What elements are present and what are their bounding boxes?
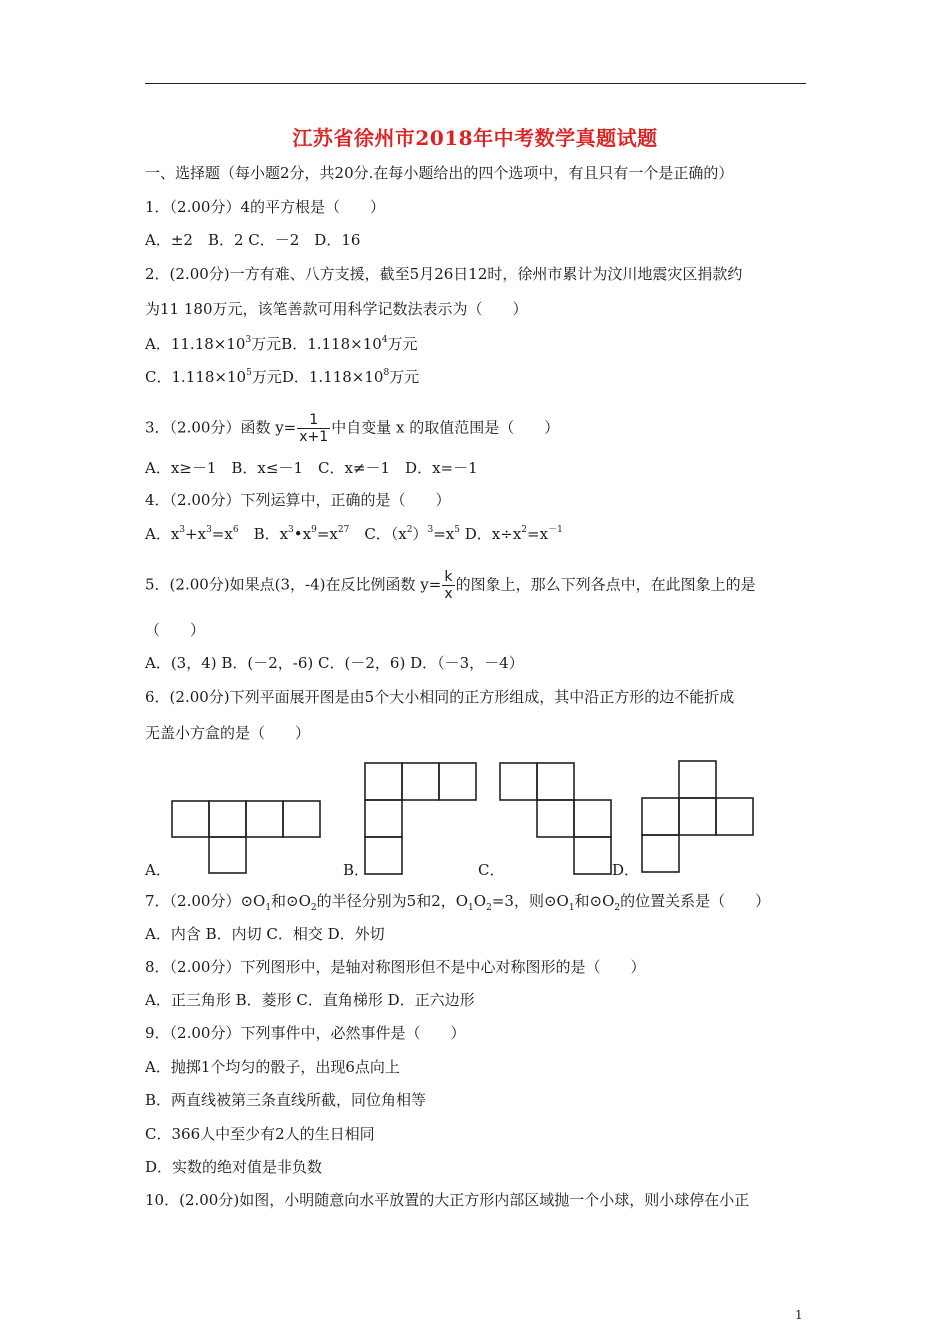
q2-optD-exp: 8 (383, 368, 390, 378)
q2-optA-exp: 3 (245, 335, 252, 345)
page-number: 1 (795, 1308, 803, 1322)
header-rule (145, 83, 806, 84)
net-b (365, 763, 476, 874)
q4-b-4: 9 (311, 525, 317, 535)
q3-options: A．x≥－1 B．x≤－1 C．x≠－1 D．x=－1 (145, 459, 478, 477)
q4-c-1: C．（x (349, 525, 407, 543)
q3-frac-denominator: x+1 (299, 429, 329, 445)
q2-optC-text: C．1.118×10 (145, 368, 247, 386)
q7-s11: 和⊙O (574, 892, 615, 910)
q2-optB-unit: 万元 (387, 335, 418, 353)
q8-options: A．正三角形 B．菱形 C．直角梯形 D．正六边形 (145, 991, 475, 1009)
q2-stem-line1: 2．(2.00分)一方有难、八方支援，截至5月26日12时，徐州市累计为汶川地震灾区捐款约 (145, 265, 743, 283)
q4-c-2: 2 (406, 525, 413, 535)
q2-optD-text: 万元D．1.118×10 (251, 368, 384, 386)
q4-d-2: 2 (521, 525, 528, 535)
q4-a-4: 3 (206, 525, 212, 535)
q3-stem-post: 中自变量 x 的取值范围是（ ） (331, 418, 560, 437)
q4-b-5: =x (316, 525, 338, 543)
q2-optD-unit: 万元 (389, 368, 420, 386)
q5-stem-post: 的图象上，那么下列各点中，在此图象上的是 (455, 575, 756, 594)
net-b-label: B． (343, 861, 370, 879)
net-a-label: A． (145, 861, 171, 879)
q7-s13: 的位置关系是（ ） (620, 892, 771, 910)
q7-s1: 7．（2.00分）⊙O (145, 892, 266, 910)
q6-stem-line1: 6．(2.00分)下列平面展开图是由5个大小相同的正方形组成，其中沿正方形的边不能折成 (145, 688, 735, 706)
q5-fraction (442, 569, 454, 602)
q2-options-ab (145, 334, 418, 354)
q2-optB-exp: 4 (381, 335, 388, 345)
page-title: 江苏省徐州市2018年中考数学真题试题 (292, 126, 658, 150)
q9-option-c: C．366人中至少有2人的生日相同 (145, 1125, 375, 1143)
q4-a-2: 3 (179, 525, 186, 535)
q4-b-2: 3 (288, 525, 294, 535)
q7-stem (145, 891, 770, 911)
q7-s3: 和⊙O (271, 892, 311, 910)
net-a (172, 801, 320, 873)
q9-option-d: D．实数的绝对值是非负数 (145, 1158, 323, 1176)
q4-b-3: •x (293, 525, 312, 543)
q4-b-6: 27 (337, 525, 350, 535)
net-d-label: D． (612, 861, 640, 879)
q3-stem-pre: 3．（2.00分）函数 y= (145, 418, 297, 437)
q4-c-6: 5 (454, 525, 460, 535)
q9-option-a: A．抛掷1个均匀的骰子，出现6点向上 (145, 1058, 400, 1076)
q4-b-1: B．x (238, 525, 289, 543)
q4-c-5: =x (433, 525, 455, 543)
q4-options (145, 524, 563, 544)
q5-frac-numerator: k (442, 569, 454, 586)
net-c (500, 763, 611, 874)
section-header: 一、选择题（每小题2分，共20分.在每小题给出的四个选项中，有且只有一个是正确的） (145, 164, 734, 182)
q4-c-4: 3 (427, 525, 434, 535)
q8-stem: 8．（2.00分）下列图形中，是轴对称图形但不是中心对称图形的是（ ） (145, 958, 646, 976)
q4-d-1: D．x÷x (460, 525, 522, 543)
q6-stem-line2: 无盖小方盒的是（ ） (145, 724, 311, 742)
q1-stem: 1．（2.00分）4的平方根是（ ） (145, 198, 385, 216)
q4-c-3: ） (412, 525, 428, 543)
q7-s7: O (473, 892, 487, 910)
net-c-label: C． (478, 861, 505, 879)
q4-stem: 4．（2.00分）下列运算中，正确的是（ ） (145, 491, 451, 509)
q2-optA-text: A．11.18×10 (145, 335, 246, 353)
q7-s9: =3，则⊙O (491, 892, 569, 910)
q10-stem: 10．(2.00分)如图，小明随意向水平放置的大正方形内部区域抛一个小球，则小球停在小正 (145, 1191, 750, 1209)
q7-options: A．内含 B．内切 C．相交 D．外切 (145, 925, 385, 943)
net-d (642, 761, 753, 872)
q7-s12: 2 (614, 903, 621, 913)
q4-a-6: 6 (232, 525, 239, 535)
q3-fraction (297, 412, 330, 445)
q3-frac-numerator: 1 (297, 412, 330, 429)
q7-s8: 2 (486, 903, 492, 913)
q9-option-b: B．两直线被第三条直线所截，同位角相等 (145, 1091, 427, 1109)
q7-s2: 1 (265, 903, 272, 913)
q5-frac-denominator: x (444, 586, 453, 602)
q4-d-3: =x (527, 525, 549, 543)
q2-optC-exp: 5 (246, 368, 252, 378)
q4-d-4: －1 (548, 525, 563, 535)
q9-stem: 9．（2.00分）下列事件中，必然事件是（ ） (145, 1024, 466, 1042)
q5-stem-pre: 5．(2.00分)如果点(3，-4)在反比例函数 y= (145, 575, 442, 594)
q7-s5: 的半径分别为5和2，O (316, 892, 469, 910)
q2-stem-line2: 为11 180万元，该笔善款可用科学记数法表示为（ ） (145, 300, 528, 318)
q7-s10: 1 (568, 903, 575, 913)
q5-stem (145, 569, 756, 602)
q5-paren: （ ） (145, 621, 206, 639)
q4-a-5: =x (211, 525, 233, 543)
q3-stem (145, 412, 559, 445)
q2-options-cd (145, 367, 419, 387)
q4-a-3: +x (185, 525, 207, 543)
q7-s6: 1 (468, 903, 474, 913)
q1-options: A．±2 B．2 C．－2 D．16 (145, 231, 361, 249)
q4-a-1: A．x (145, 525, 180, 543)
q7-s4: 2 (310, 903, 317, 913)
q5-options: A．(3，4) B．(－2，-6) C．(－2，6) D．（－3，－4） (145, 654, 524, 672)
q2-optB-text: 万元B．1.118×10 (251, 335, 382, 353)
